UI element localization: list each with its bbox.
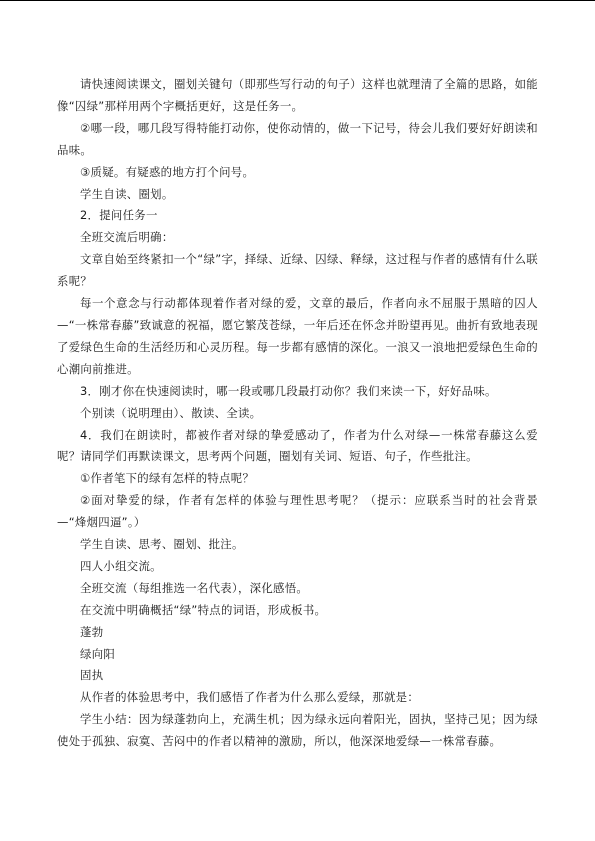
- paragraph-insight: 从作者的体验思考中，我们感悟了作者为什么那么爱绿，那就是：: [80, 690, 420, 705]
- paragraph-board-writing: 在交流中明确概括“绿”特点的词语，形成板书。: [80, 602, 327, 617]
- paragraph-question-2: ②面对挚爱的绿，作者有怎样的体验与理性思考呢？（提示：应联系当时的社会背景—“烽烟四逼”。）: [57, 493, 538, 530]
- board-word-vigorous: 蓬勃: [80, 624, 104, 639]
- board-word-sunward: 绿向阳: [80, 646, 116, 661]
- document-body: [57, 74, 538, 753]
- paragraph-green-word: 文章自始至终紧扣一个“绿”字，择绿、近绿、囚绿、释绿，这过程与作者的感情有什么联系呢？: [57, 252, 538, 289]
- paragraph-question-1: ①作者笔下的绿有怎样的特点呢？: [80, 471, 255, 486]
- paragraph-mark-sections: ②哪一段，哪几段写得特能打动你，使你动情的，做一下记号，待会儿我们要好好朗读和品味。: [57, 120, 538, 157]
- paragraph-question: ③质疑。有疑惑的地方打个问号。: [80, 164, 255, 179]
- paragraph-class-exchange: 全班交流后明确：: [80, 230, 174, 245]
- paragraph-heading-3: 3．刚才你在快速阅读时，哪一段或哪几段最打动你？我们来读一下，好好品味。: [80, 383, 497, 398]
- paragraph-group-exchange: 四人小组交流。: [80, 558, 162, 573]
- header-rule: [0, 0, 595, 1]
- paragraph-heading-2: 2．提问任务一: [80, 208, 158, 223]
- board-word-stubborn: 固执: [80, 668, 104, 683]
- paragraph-reading-modes: 个别读（说明理由）、散读、全读。: [80, 405, 262, 420]
- paragraph-love-green: 每一个意念与行动都体现着作者对绿的爱，文章的最后，作者向永不屈服于黑暗的囚人—“一株常春藤”致诚意的祝福，愿它繁茂苍绿，一年后还在怀念并盼望再见。曲折有致地表现了爱绿色生命的生活经历和心灵历程。每一步都有感情的深化。一浪又一浪地把爱绿色生命的心潮向前推进。: [57, 296, 538, 376]
- paragraph-student-think: 学生自读、思考、圈划、批注。: [80, 537, 244, 552]
- paragraph-student-read: 学生自读、圈划。: [80, 186, 174, 201]
- paragraph-student-summary: 学生小结：因为绿蓬勃向上，充满生机；因为绿永远向着阳光，固执，坚持己见；因为绿使处于孤独、寂寞、苦闷中的作者以精神的激励，所以，他深深地爱绿—一株常春藤。: [57, 712, 538, 749]
- paragraph-task-one: 请快速阅读课文，圈划关键句（即那些写行动的句子）这样也就理清了全篇的思路，如能像“囚绿”那样用两个字概括更好，这是任务一。: [57, 77, 538, 113]
- paragraph-heading-4: 4．我们在朗读时，都被作者对绿的挚爱感动了，作者为什么对绿—一株常春藤这么爱呢？请同学们再默读课文，思考两个问题，圈划有关词、短语、句子，作些批注。: [57, 427, 538, 464]
- paragraph-class-deepen: 全班交流（每组推选一名代表），深化感悟。: [80, 580, 309, 595]
